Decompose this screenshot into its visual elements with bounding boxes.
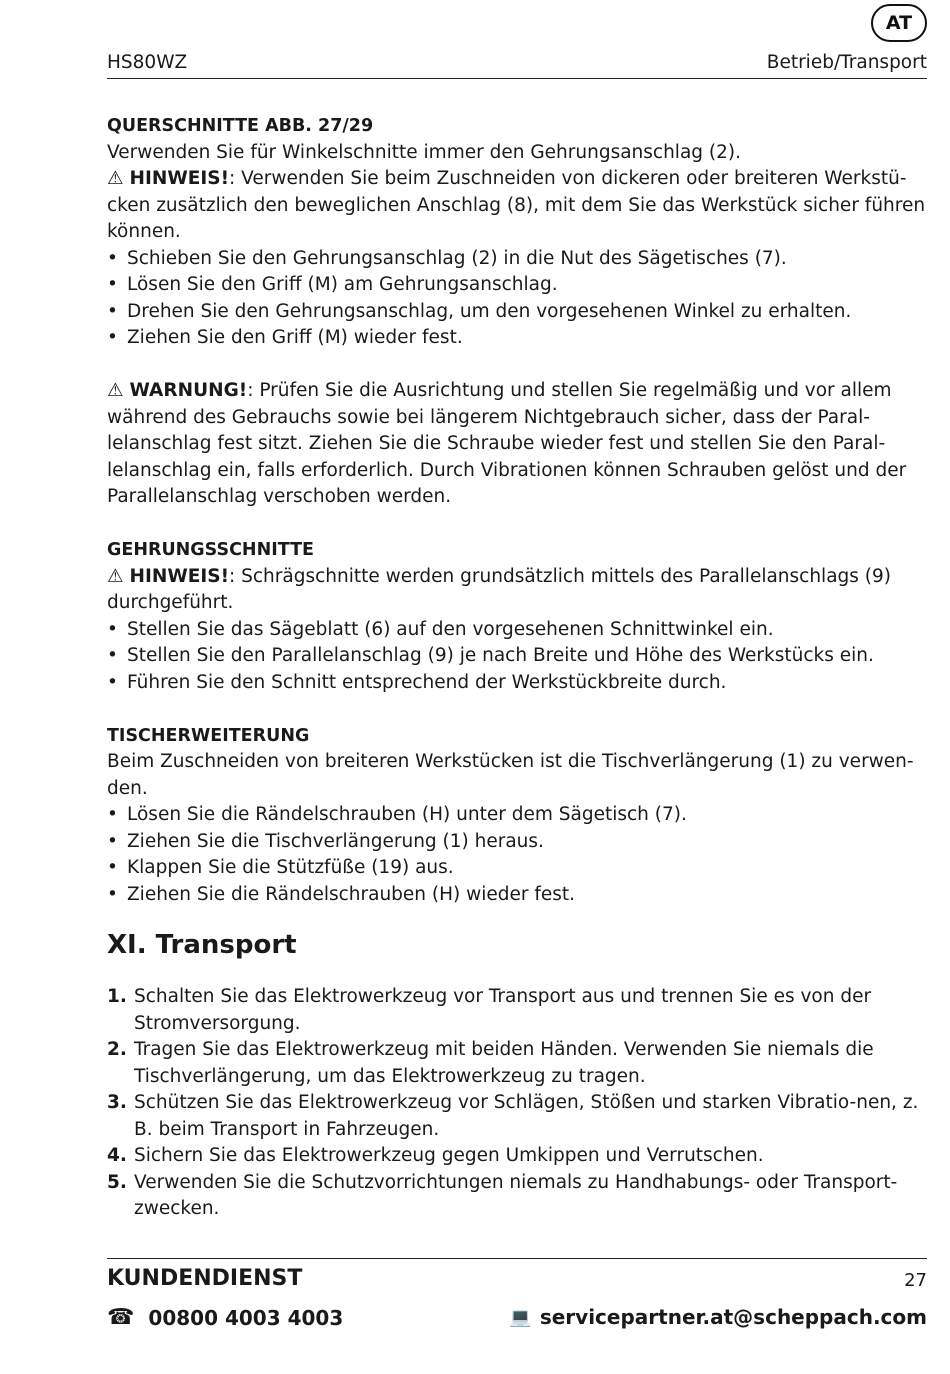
- list-item: • Schieben Sie den Gehrungsanschlag (2) in die Nut des Sägetisches (7).: [107, 246, 927, 273]
- step-item: 3. Schützen Sie das Elektrowerkzeug vor Schlägen, Stößen und starken Vibratio-nen, z. B. beim Transport in Fahrzeugen.: [107, 1092, 919, 1140]
- list-item: • Lösen Sie den Griff (M) am Gehrungsanschlag.: [107, 272, 927, 299]
- bullet-icon: •: [107, 618, 118, 640]
- gehrungsschnitte-list: [107, 617, 927, 697]
- bullet-icon: •: [107, 327, 118, 348]
- bullet-icon: •: [107, 274, 118, 295]
- footer-title: KUNDENDIENST: [107, 1266, 303, 1291]
- note-text: : Schrägschnitte werden grundsätzlich mittels des Parallelanschlags (9) durchgeführt.: [107, 565, 892, 613]
- service-phone: [107, 1305, 343, 1330]
- bullet-icon: •: [107, 857, 118, 878]
- gehrungsschnitte-heading: GEHRUNGSSCHNITTE: [107, 540, 314, 560]
- step-item: 1. Schalten Sie das Elektrowerkzeug vor Transport aus und trennen Sie es von der Stromversorgung.: [107, 986, 872, 1034]
- warning-text: : Prüfen Sie die Ausrichtung und stellen Sie regelmäßig und vor allem während des Gebrauchs sowie bei längerem Nichtgebrauch sicher, dass der Paral-lelanschlag fest sitzt. Ziehen Sie die Schraube wieder fest und stellen Sie den Paral-lelanschlag ein, falls erforderlich. Durch Vibrationen können Schrauben gelöst und der Parallelanschlag verschoben werden.: [107, 380, 907, 507]
- service-email: [509, 1305, 927, 1329]
- list-item: • Lösen Sie die Rändelschrauben (H) unter dem Sägetisch (7).: [107, 802, 927, 829]
- telephone-icon: ☎: [107, 1305, 135, 1330]
- gehrungsschnitte-note: [107, 564, 927, 617]
- list-item: • Führen Sie den Schnitt entsprechend der Werkstückbreite durch.: [107, 670, 927, 697]
- warning-triangle-icon: ⚠: [107, 168, 124, 189]
- warning-triangle-icon: ⚠: [107, 380, 124, 401]
- tischerweiterung-intro: Beim Zuschneiden von breiteren Werkstücken ist die Tischverlängerung (1) zu verwen-den.: [107, 751, 914, 799]
- header-divider: [107, 78, 927, 79]
- bullet-icon: •: [107, 247, 118, 269]
- list-item: • Ziehen Sie den Griff (M) wieder fest.: [107, 325, 927, 352]
- phone-number: 00800 4003 4003: [148, 1305, 344, 1330]
- querschnitte-heading: QUERSCHNITTE ABB. 27/29: [107, 116, 374, 136]
- list-item: • Drehen Sie den Gehrungsanschlag, um den vorgesehenen Winkel zu erhalten.: [107, 299, 927, 326]
- step-item: 5. Verwenden Sie die Schutzvorrichtungen niemals zu Handhabungs- oder Transport-zwecken.: [107, 1171, 898, 1219]
- tischerweiterung-list: [107, 802, 927, 908]
- bullet-icon: •: [107, 671, 118, 693]
- bullet-icon: •: [107, 300, 118, 322]
- email-address[interactable]: servicepartner.at@scheppach.com: [539, 1305, 927, 1329]
- querschnitte-intro: Verwenden Sie für Winkelschnitte immer den Gehrungsanschlag (2).: [107, 141, 741, 163]
- bullet-icon: •: [107, 830, 118, 852]
- note-label: HINWEIS!: [129, 168, 230, 189]
- transport-title: XI. Transport: [107, 930, 297, 960]
- bullet-icon: •: [107, 804, 118, 825]
- note-label: HINWEIS!: [129, 565, 230, 587]
- warning-label: WARNUNG!: [129, 380, 248, 401]
- computer-icon: 💻: [509, 1306, 532, 1328]
- footer-divider: [107, 1258, 927, 1259]
- list-item: • Ziehen Sie die Rändelschrauben (H) wieder fest.: [107, 882, 927, 909]
- bullet-icon: •: [107, 645, 118, 666]
- step-item: 2. Tragen Sie das Elektrowerkzeug mit beiden Händen. Verwenden Sie niemals die Tischverlängerung, um das Elektrowerkzeug zu tragen.: [107, 1039, 874, 1087]
- bullet-icon: •: [107, 883, 118, 905]
- page-number: 27: [904, 1270, 927, 1291]
- list-item: • Ziehen Sie die Tischverlängerung (1) heraus.: [107, 829, 927, 856]
- warning-paragraph: [107, 378, 927, 511]
- querschnitte-note: [107, 166, 927, 246]
- transport-steps: [107, 984, 927, 1223]
- step-item: 4. Sichern Sie das Elektrowerkzeug gegen Umkippen und Verrutschen.: [107, 1145, 764, 1166]
- list-item: • Stellen Sie den Parallelanschlag (9) je nach Breite und Höhe des Werkstücks ein.: [107, 643, 927, 670]
- querschnitte-list: [107, 246, 927, 352]
- model-number: HS80WZ: [107, 52, 188, 73]
- section-name: Betrieb/Transport: [766, 52, 927, 73]
- main-content: [107, 113, 927, 1223]
- country-badge: AT: [871, 4, 927, 42]
- manual-page: [107, 0, 927, 1374]
- warning-triangle-icon: ⚠: [107, 565, 124, 587]
- list-item: • Stellen Sie das Sägeblatt (6) auf den vorgesehenen Schnittwinkel ein.: [107, 617, 927, 644]
- note-text: : Verwenden Sie beim Zuschneiden von dickeren oder breiteren Werkstü-cken zusätzlich den beweglichen Anschlag (8), mit dem Sie das Werkstück sicher führen können.: [107, 168, 926, 242]
- list-item: • Klappen Sie die Stützfüße (19) aus.: [107, 855, 927, 882]
- tischerweiterung-heading: TISCHERWEITERUNG: [107, 725, 310, 746]
